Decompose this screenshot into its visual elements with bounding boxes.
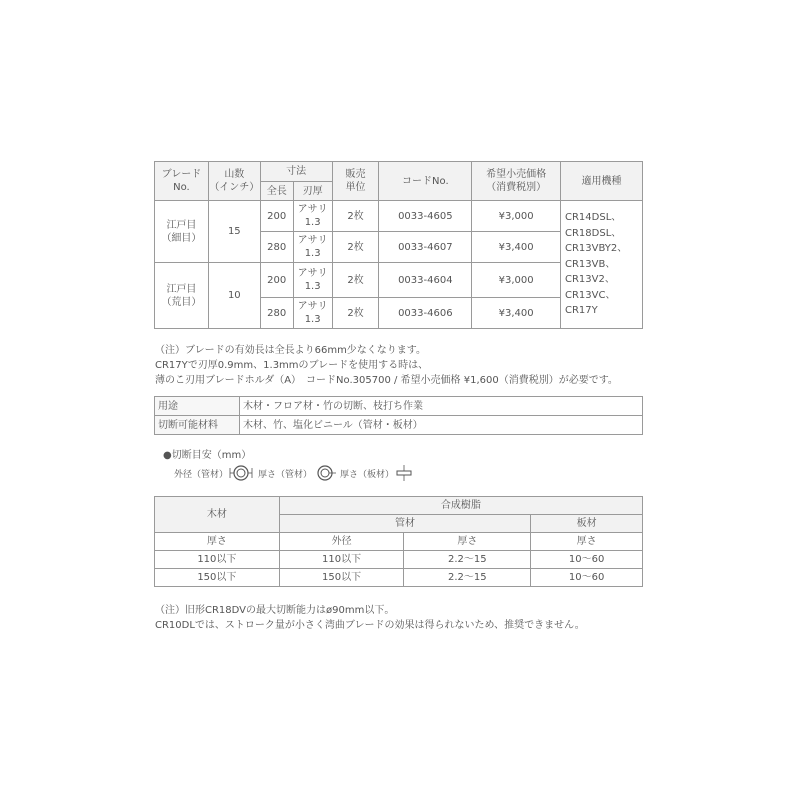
- plate-thickness-icon: [395, 464, 413, 482]
- blade-name-fine: 江戸目 （細目）: [155, 201, 209, 263]
- table-cell: 2.2〜15: [404, 551, 531, 569]
- header-teeth: 山数 （インチ）: [208, 162, 260, 201]
- legend-plate-thickness-label: 厚さ（板材）: [340, 469, 395, 480]
- code-cell: 0033-4606: [379, 298, 472, 329]
- legend-plate-thickness: [340, 464, 413, 482]
- table-cell: 150以下: [279, 569, 404, 587]
- cutting-capacity-table: [154, 496, 643, 587]
- header-wood: 木材: [155, 497, 280, 533]
- length-cell: 200: [260, 201, 293, 232]
- thickness-cell: アサリ 1.3: [293, 263, 332, 298]
- code-cell: 0033-4604: [379, 263, 472, 298]
- legend-pipe-thickness: [258, 464, 337, 482]
- header-dimensions: 寸法: [260, 162, 332, 182]
- unit-cell: 2枚: [332, 298, 379, 329]
- subheader-pipe-thickness: 厚さ: [404, 533, 531, 551]
- legend-outer-diameter-label: 外径（管材）: [174, 469, 229, 480]
- table-cell: 150以下: [155, 569, 280, 587]
- blade-name-coarse: 江戸目 （荒目）: [155, 263, 209, 329]
- header-plate: 板材: [531, 515, 643, 533]
- note-cr10dl: CR10DLでは、ストローク量が小さく湾曲ブレードの効果は得られないため、推奨できません。: [155, 620, 585, 631]
- length-cell: 280: [260, 232, 293, 263]
- thickness-cell: アサリ 1.3: [293, 232, 332, 263]
- table-cell: 10〜60: [531, 551, 643, 569]
- price-cell: ¥3,400: [472, 232, 561, 263]
- pipe-outer-diameter-icon: [229, 464, 253, 482]
- header-thickness: 刃厚: [293, 182, 332, 201]
- price-cell: ¥3,400: [472, 298, 561, 329]
- unit-cell: 2枚: [332, 263, 379, 298]
- use-label: 用途: [155, 397, 240, 416]
- subheader-plate-thickness: 厚さ: [531, 533, 643, 551]
- table-cell: 110以下: [279, 551, 404, 569]
- header-length: 全長: [260, 182, 293, 201]
- thickness-cell: アサリ 1.3: [293, 298, 332, 329]
- compatible-models: CR14DSL、 CR18DSL、 CR13VBY2、 CR13VB、 CR13V2、 CR13VC、CR17Y: [561, 201, 643, 329]
- table-cell: 10〜60: [531, 569, 643, 587]
- teeth-coarse: 10: [208, 263, 260, 329]
- unit-cell: 2枚: [332, 201, 379, 232]
- legend-outer-diameter: [174, 464, 253, 482]
- code-cell: 0033-4607: [379, 232, 472, 263]
- material-label: 切断可能材料: [155, 416, 240, 435]
- table-cell: 110以下: [155, 551, 280, 569]
- thickness-cell: アサリ 1.3: [293, 201, 332, 232]
- header-models: 適用機種: [561, 162, 643, 201]
- header-unit: 販売 単位: [332, 162, 379, 201]
- note-blade-holder: 薄のこ刃用ブレードホルダ（A） コードNo.305700 / 希望小売価格 ¥1,600（消費税別）が必要です。: [155, 375, 618, 386]
- subheader-outer-diameter: 外径: [279, 533, 404, 551]
- table-cell: 2.2〜15: [404, 569, 531, 587]
- legend-pipe-thickness-label: 厚さ（管材）: [258, 469, 313, 480]
- note-cr18dv: （注）旧形CR18DVの最大切断能力はø90mm以下。: [155, 605, 395, 616]
- header-blade-no: ブレード No.: [155, 162, 209, 201]
- unit-cell: 2枚: [332, 232, 379, 263]
- price-cell: ¥3,000: [472, 201, 561, 232]
- blade-spec-table: [154, 161, 643, 329]
- header-code: コードNo.: [379, 162, 472, 201]
- pipe-thickness-icon: [313, 464, 337, 482]
- note-effective-length: （注）ブレードの有効長は全長より66mm少なくなります。: [155, 345, 427, 356]
- header-synthetic-resin: 合成樹脂: [279, 497, 642, 515]
- subheader-wood-thickness: 厚さ: [155, 533, 280, 551]
- note-cr17y: CR17Yで刃厚0.9mm、1.3mmのブレードを使用する時は、: [155, 360, 429, 371]
- length-cell: 280: [260, 298, 293, 329]
- use-value: 木材・フロア材・竹の切断、枝打ち作業: [240, 397, 643, 416]
- code-cell: 0033-4605: [379, 201, 472, 232]
- header-pipe: 管材: [279, 515, 530, 533]
- material-value: 木材、竹、塩化ビニール（管材・板材）: [240, 416, 643, 435]
- price-cell: ¥3,000: [472, 263, 561, 298]
- cut-guide-title: ●切断目安（mm）: [163, 450, 252, 461]
- header-price: 希望小売価格 （消費税別）: [472, 162, 561, 201]
- usage-table: [154, 396, 643, 435]
- length-cell: 200: [260, 263, 293, 298]
- teeth-fine: 15: [208, 201, 260, 263]
